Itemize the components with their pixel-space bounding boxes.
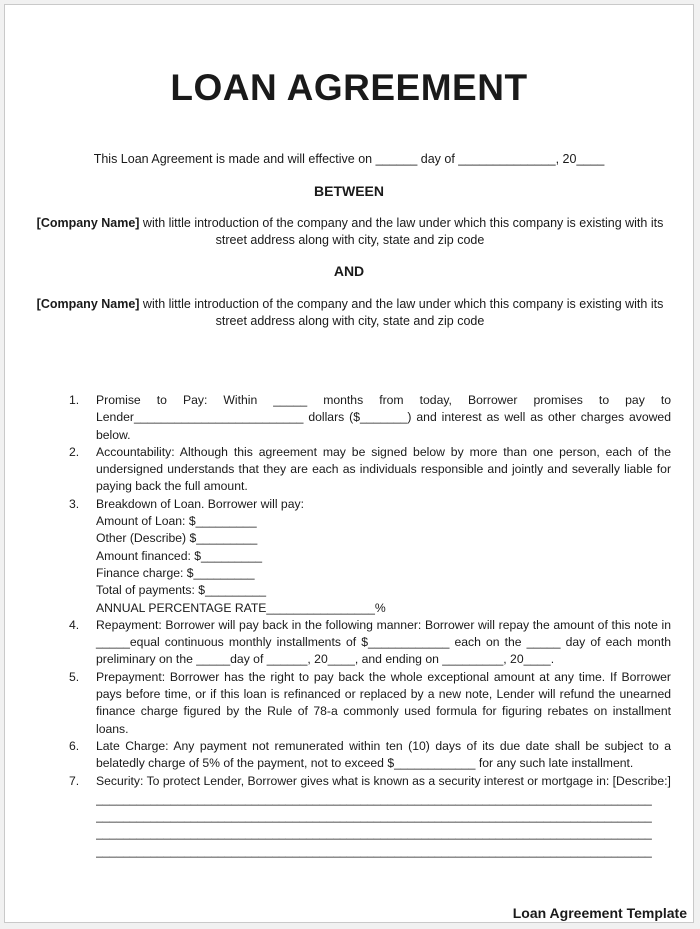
loan-breakdown-line: Total of payments: $_________ xyxy=(96,583,267,598)
clause-2 xyxy=(69,444,671,496)
clause-2-text: Accountability: Although this agreement may be signed below by more than one person, each of the undersigned understands that they are each as individuals responsible and jointly and severally liable for paying back the full amount. xyxy=(96,444,671,494)
clause-list xyxy=(69,392,671,860)
party-1-name: [Company Name] xyxy=(36,216,140,230)
document-page xyxy=(4,4,694,923)
clause-number: 7. xyxy=(69,773,80,788)
clause-6-text: Late Charge: Any payment not remunerated within ten (10) days of its due date shall be subject to a belatedly charge of 5% of the payment, not to exceed $____________ for any such late installment. xyxy=(96,738,671,771)
clause-number: 5. xyxy=(69,669,80,684)
blank-line: __________________________________________________________________________________ xyxy=(96,809,652,824)
clause-4-text: Repayment: Borrower will pay back in the following manner: Borrower will repay the amount of this note in _____equal continuous monthly installments of $____________ each on the _____ day of each month preliminary on the _____day of ______, 20____, and ending on _________, 20____. xyxy=(96,617,671,667)
party-2-text: with little introduction of the company and the law under which this company is existing with its street address along with city, state and zip code xyxy=(139,297,664,328)
clause-number: 2. xyxy=(69,444,80,459)
party-1 xyxy=(25,215,675,249)
blank-line: __________________________________________________________________________________ xyxy=(96,826,652,841)
loan-breakdown-line: Amount of Loan: $_________ xyxy=(96,514,257,529)
clause-number: 3. xyxy=(69,496,80,511)
blank-line: __________________________________________________________________________________ xyxy=(96,843,652,858)
document-title: LOAN AGREEMENT xyxy=(170,67,528,108)
template-caption: Loan Agreement Template xyxy=(512,905,687,921)
loan-breakdown-line: Other (Describe) $_________ xyxy=(96,531,258,546)
clause-4 xyxy=(69,617,671,669)
blank-line: __________________________________________________________________________________ xyxy=(96,791,652,806)
clause-7-text: Security: To protect Lender, Borrower gives what is known as a security interest or mortgage in: [Describe:] xyxy=(96,773,671,788)
loan-breakdown-line: Amount financed: $_________ xyxy=(96,548,263,563)
clause-5-text: Prepayment: Borrower has the right to pay back the whole exceptional amount at any time. If Borrower pays before time, or if this loan is refinanced or replaced by a new note, Lender will refund the unearned finance charge figured by the Rule of 78-a commonly used formula for figuring rebates on installment loans. xyxy=(96,669,671,736)
between-heading: BETWEEN xyxy=(314,183,384,199)
clause-5 xyxy=(69,669,671,738)
clause-number: 6. xyxy=(69,738,80,753)
clause-3 xyxy=(69,496,671,617)
party-2-name: [Company Name] xyxy=(36,297,140,311)
party-1-text: with little introduction of the company and the law under which this company is existing with its street address along with city, state and zip code xyxy=(139,216,664,247)
clause-1-text: Promise to Pay: Within _____ months from today, Borrower promises to pay to Lender_________________________ dollars ($_______) and interest as well as other charges avowed below. xyxy=(96,393,671,442)
loan-breakdown-line: Finance charge: $_________ xyxy=(96,565,255,580)
party-2 xyxy=(25,296,675,330)
clause-number: 1. xyxy=(69,393,80,407)
clause-3-text: Breakdown of Loan. Borrower will pay: xyxy=(96,496,304,511)
clause-6 xyxy=(69,738,671,773)
intro-line: This Loan Agreement is made and will effective on ______ day of ______________, 20____ xyxy=(93,152,605,166)
loan-breakdown-line: ANNUAL PERCENTAGE RATE________________% xyxy=(96,600,386,615)
clause-7 xyxy=(69,773,671,860)
describe-lines xyxy=(96,791,671,860)
clause-number: 4. xyxy=(69,617,80,632)
clause-1 xyxy=(69,392,671,444)
and-heading: AND xyxy=(333,263,365,279)
